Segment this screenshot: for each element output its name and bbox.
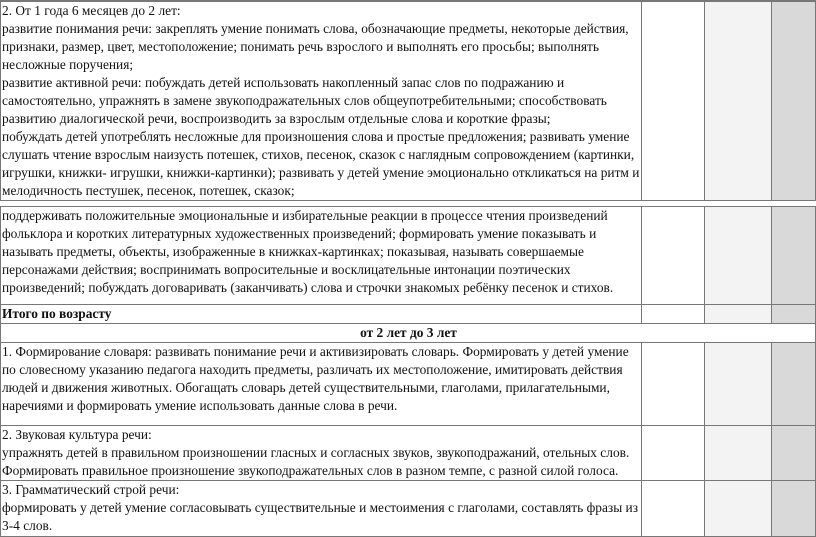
score-cell[interactable] [772, 305, 816, 324]
score-cell[interactable] [705, 426, 772, 481]
table-part-1 [0, 0, 816, 201]
score-cell[interactable] [642, 207, 705, 305]
age-header-row [1, 324, 816, 343]
total-label: Итого по возрасту [1, 305, 642, 324]
content-cell [1, 481, 642, 537]
item-heading: 2. Звуковая культура речи: [2, 427, 152, 442]
score-cell[interactable] [642, 481, 705, 537]
table-row [1, 1, 816, 201]
score-cell[interactable] [642, 1, 705, 201]
table-row [1, 481, 816, 537]
score-cell[interactable] [642, 426, 705, 481]
paragraph: развитие понимания речи: закреплять умение понимать слова, обозначающие предметы, некоторые действия, признаки, размер, цвет, местоположение; понимать речь взрослого и выполнять его просьбы; выполнять несложные поручения; [2, 21, 629, 72]
score-cell[interactable] [772, 481, 816, 537]
total-row [1, 305, 816, 324]
score-cell[interactable] [772, 207, 816, 305]
score-cell[interactable] [705, 481, 772, 537]
content-cell [1, 1, 642, 201]
item-text: 1. Формирование словаря: развивать понимание речи и активизировать словарь. Формировать у детей умение по словесному указанию педагога находить предметы, различать их местоположение, имитировать действия людей и движения животных. Обогащать словарь детей существительными, глаголами, прилагательными, наречиями и формировать умение использовать данные слова в речи. [2, 344, 629, 413]
score-cell[interactable] [642, 305, 705, 324]
item-text: формировать у детей умение согласовывать существительные и местоимения с глаголами, составлять фразы из 3-4 слов. [2, 500, 639, 533]
table-row [1, 343, 816, 426]
score-cell[interactable] [772, 1, 816, 201]
content-cell [1, 343, 642, 426]
score-cell[interactable] [705, 207, 772, 305]
score-cell[interactable] [705, 305, 772, 324]
table-part-2 [0, 206, 816, 537]
content-cell [1, 426, 642, 481]
table-row [1, 207, 816, 305]
score-cell[interactable] [705, 1, 772, 201]
content-cell: поддерживать положительные эмоциональные и избирательные реакции в процессе чтения произведений фольклора и коротких литературных художественных произведений; формировать умение показывать и называть предметы, объекты, изображенные в книжках-картинках; показывая, называть совершаемые персонажами действия; воспринимать вопросительные и восклицательные интонации поэтических произведений; побуждать договаривать (заканчивать) слова и строчки знакомых ребёнку песенок и стихов. [1, 207, 642, 305]
score-cell[interactable] [705, 343, 772, 426]
score-cell[interactable] [772, 343, 816, 426]
item-heading: 3. Грамматический строй речи: [2, 482, 180, 497]
paragraph: побуждать детей употреблять несложные для произношения слова и простые предложения; развивать умение слушать чтение взрослым наизусть потешек, стихов, песенок, сказок с наглядным сопровождением (картинки, игрушки, книжки- игрушки, книжки-картинки); развивать у детей умение эмоционально откликаться на ритм и мелодичность пестушек, песенок, потешек, сказок; [2, 129, 640, 198]
item-text: упражнять детей в правильном произношении гласных и согласных звуков, звукоподражаний, отельных слов. Формировать правильное произношение звукоподражательных слов в разном темпе, с разной силой голоса. [2, 445, 630, 478]
score-cell[interactable] [772, 426, 816, 481]
age-group-header: от 2 лет до 3 лет [1, 324, 816, 343]
score-cell[interactable] [642, 343, 705, 426]
paragraph: развитие активной речи: побуждать детей использовать накопленный запас слов по подражанию и самостоятельно, упражнять в замене звукоподражательных слов общеупотребительными; способствовать развитию диалогической речи, воспроизводить за взрослым отдельные слова и короткие фразы; [2, 75, 607, 126]
section-heading: 2. От 1 года 6 месяцев до 2 лет: [2, 3, 181, 18]
table-row [1, 426, 816, 481]
